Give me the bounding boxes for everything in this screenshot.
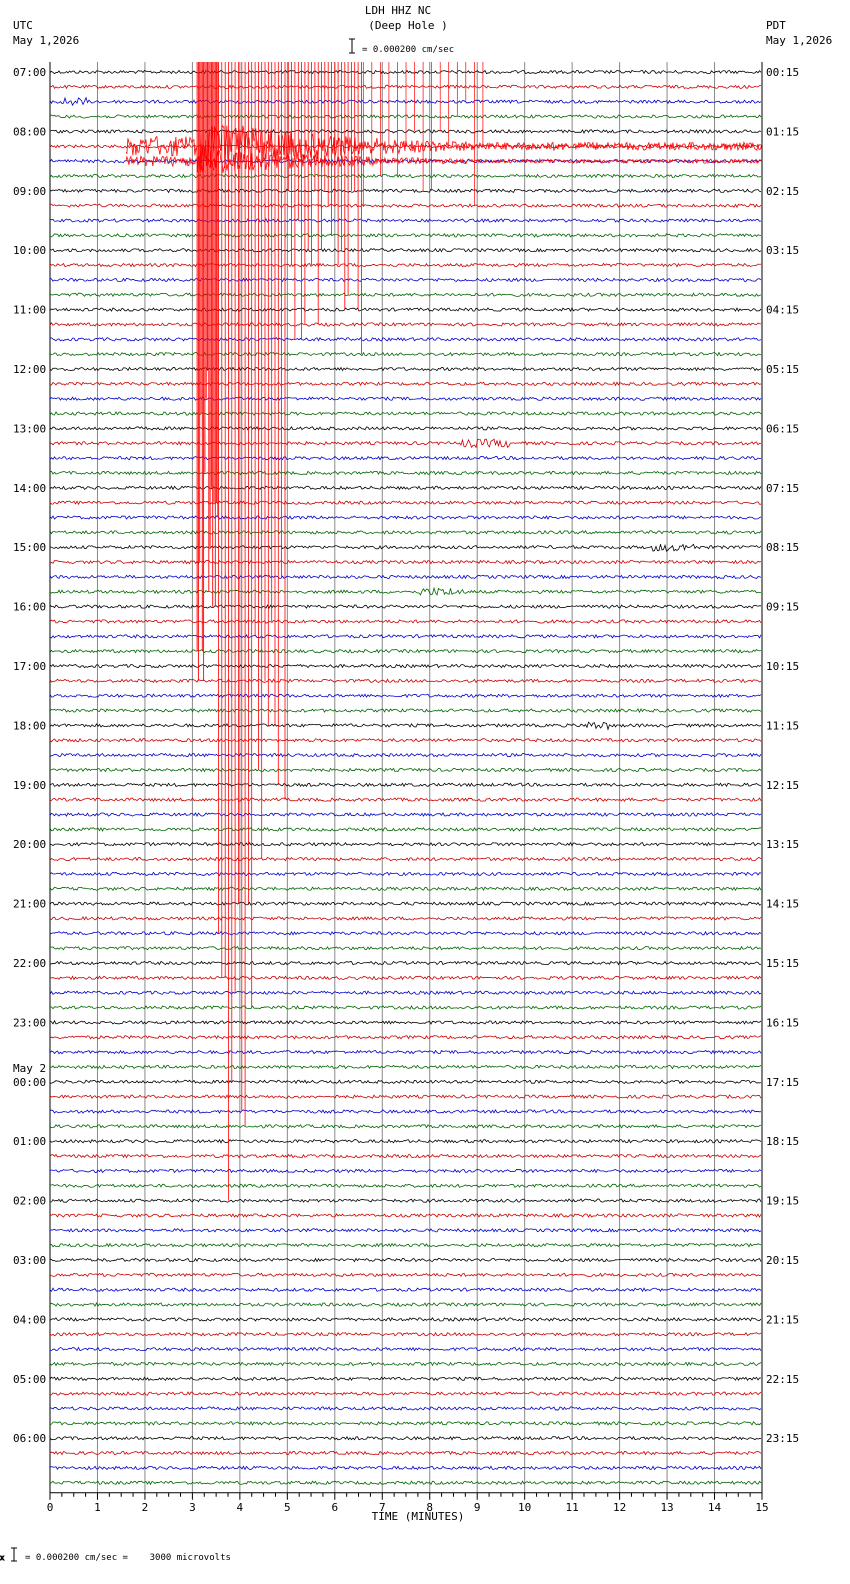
pdt-hour-label: 04:15 [766,303,800,317]
left-date: May 1,2026 [13,34,80,47]
seismic-trace [50,1244,761,1247]
seismic-trace [50,1348,761,1351]
seismic-trace [50,397,761,400]
seismic-trace [50,174,761,177]
pdt-hour-label: 08:15 [766,541,800,555]
seismic-trace [50,709,761,712]
seismic-trace [50,1110,761,1113]
seismic-trace [50,783,761,786]
seismic-trace [50,1288,761,1291]
seismic-trace [50,439,761,447]
seismic-trace [50,531,761,534]
x-tick-label: 1 [94,1500,101,1514]
x-tick-label: 11 [565,1500,579,1514]
pdt-hour-label: 01:15 [766,125,800,139]
seismic-trace [50,457,761,460]
pdt-hour-label: 00:15 [766,66,800,79]
seismic-trace [50,961,761,964]
utc-hour-label: 00:00 [13,1075,47,1089]
x-tick-label: 0 [46,1500,54,1514]
seismic-trace [50,932,761,935]
seismic-trace [50,1036,761,1039]
pdt-hour-label: 22:15 [766,1372,800,1386]
pdt-hour-label: 03:15 [766,244,800,258]
pdt-hour-label: 23:15 [766,1432,800,1446]
x-tick-label: 5 [284,1500,291,1514]
x-tick-label: 9 [473,1500,481,1514]
seismic-trace [50,1377,761,1380]
seismic-trace [50,234,761,237]
seismic-trace [50,872,761,875]
seismic-trace [50,813,761,816]
seismic-trace [50,1318,761,1321]
x-tick-label: 8 [426,1500,434,1514]
utc-hour-label: 04:00 [13,1313,47,1327]
seismic-trace [50,887,761,890]
seismic-trace [50,204,761,207]
x-tick-label: 2 [141,1500,149,1514]
seismic-trace [50,1065,761,1068]
pdt-hour-label: 06:15 [766,422,800,436]
utc-hour-label: 17:00 [13,660,47,673]
minute-grid [50,62,762,1493]
seismic-trace [50,1229,761,1232]
seismic-trace [50,293,761,296]
seismic-trace [50,130,761,133]
seismic-trace [50,560,761,563]
seismic-trace [50,575,761,578]
x-axis-label: TIME (MINUTES) [371,1510,465,1523]
seismic-trace [50,367,761,370]
location-title: (Deep Hole ) [368,19,448,32]
seismic-trace [50,1303,761,1306]
seismic-trace [50,679,761,682]
seismic-trace [50,486,761,489]
x-tick-label: 4 [236,1500,244,1514]
seismic-trace [50,1184,761,1187]
seismic-trace [50,768,761,771]
right-date: May 1,2026 [766,34,833,47]
seismic-trace [50,664,761,667]
seismic-trace [50,278,761,281]
pdt-hour-label: 20:15 [766,1254,800,1267]
seismic-trace [50,1362,761,1365]
utc-hour-label: 14:00 [13,481,47,495]
x-tick-label: 10 [518,1500,532,1514]
seismic-trace [50,1021,761,1024]
utc-hour-label: 01:00 [13,1135,47,1149]
pdt-hour-label: 10:15 [766,660,800,673]
seismic-trace [50,249,761,252]
x-tick-label: 6 [331,1500,339,1514]
x-tick-label: 15 [755,1500,769,1514]
seismic-trace [50,991,761,994]
seismic-trace [50,739,761,742]
seismic-trace [50,1481,761,1484]
seismic-trace [50,1214,761,1217]
seismic-trace [50,471,761,474]
seismic-trace [50,947,761,950]
pdt-hour-label: 18:15 [766,1135,800,1149]
pdt-hour-label: 19:15 [766,1194,800,1208]
seismic-trace [50,1333,761,1336]
utc-hour-label: 06:00 [13,1432,47,1446]
seismic-trace [50,353,761,356]
seismic-trace [50,620,761,623]
seismic-trace [50,338,761,341]
footer-scale-note: = 0.000200 cm/sec = 3000 microvolts [25,1553,231,1563]
seismic-trace [50,754,761,757]
utc-hour-label: 21:00 [13,897,47,911]
pdt-hour-label: 15:15 [766,957,800,970]
seismic-trace [50,1199,761,1202]
utc-hour-label: 08:00 [13,125,47,139]
seismic-trace [50,98,761,105]
seismic-trace [50,382,761,385]
footer-scale-icon [0,1548,17,1562]
seismic-trace [50,219,761,222]
x-tick-label: 3 [189,1500,196,1514]
right-timezone: PDT [766,19,786,32]
pdt-hour-label: 09:15 [766,600,800,614]
utc-hour-label: 20:00 [13,838,47,852]
utc-hour-label: 10:00 [13,244,47,258]
utc-hour-labels [13,66,46,1445]
pdt-hour-label: 02:15 [766,184,800,198]
seismic-trace [50,1258,761,1261]
seismic-trace [50,1273,761,1276]
utc-hour-label: 12:00 [13,363,47,376]
pdt-hour-label: 14:15 [766,897,800,911]
utc-hour-label: 03:00 [13,1254,47,1267]
pdt-hour-label: 07:15 [766,481,800,495]
utc-hour-label: 15:00 [13,541,47,555]
seismic-trace [50,650,761,653]
seismic-trace [50,263,761,266]
utc-hour-label: 07:00 [13,66,47,79]
utc-hour-label: 18:00 [13,719,47,733]
seismic-trace [50,115,761,118]
seismic-trace [50,635,761,638]
event-signal [126,62,762,1201]
seismic-trace [50,694,761,697]
seismic-trace [50,427,761,430]
x-tick-label: 14 [707,1500,722,1514]
event-coda [126,125,762,173]
utc-hour-label: 23:00 [13,1016,47,1030]
utc-hour-label: 11:00 [13,303,47,317]
utc-hour-label: 16:00 [13,600,47,614]
pdt-hour-label: 05:15 [766,363,800,376]
seismic-trace [50,516,761,519]
seismic-trace [50,1407,761,1410]
utc-hour-label: 05:00 [13,1372,47,1386]
pdt-hour-label: 12:15 [766,778,800,792]
seismic-trace [50,828,761,831]
utc-hour-label: 19:00 [13,778,47,792]
seismic-trace [50,189,761,192]
x-tick-label: 7 [378,1500,386,1514]
svg-text:x: x [0,1554,5,1562]
seismic-trace [50,85,761,88]
seismic-trace [50,1169,761,1172]
pdt-hour-label: 11:15 [766,719,800,733]
seismic-trace [50,323,761,326]
pdt-hour-label: 21:15 [766,1313,800,1327]
utc-hour-label: 22:00 [13,957,47,970]
seismic-trace [50,308,761,311]
trace-group [50,70,761,1484]
seismic-trace [50,1392,761,1395]
pdt-hour-label: 13:15 [766,838,800,852]
seismic-trace [50,1437,761,1440]
seismic-trace [50,501,761,504]
utc-hour-label: 13:00 [13,422,47,436]
seismic-trace [50,1051,761,1054]
scale-bar-icon [349,39,355,53]
seismic-trace [50,1466,761,1469]
seismic-trace [50,857,761,860]
utc-hour-label: 02:00 [13,1194,47,1208]
scale-text: = 0.000200 cm/sec [362,45,455,55]
seismic-trace [50,1080,761,1083]
seismic-trace [50,843,761,846]
pdt-hour-labels [766,66,799,1445]
seismic-trace [50,412,761,415]
pdt-hour-label: 16:15 [766,1016,800,1030]
seismic-trace [50,902,761,905]
seismic-trace [50,976,761,979]
seismic-trace [50,798,761,801]
seismic-trace [50,1095,761,1098]
seismic-trace [50,1451,761,1454]
pdt-hour-label: 17:15 [766,1075,800,1089]
utc-hour-label: 09:00 [13,184,47,198]
seismic-trace [50,1140,761,1143]
date-change-label: May 2 [13,1061,47,1075]
station-title: LDH HHZ NC [364,4,432,17]
seismic-trace [50,70,761,73]
seismic-trace [50,588,761,595]
seismic-trace [50,544,761,551]
seismic-trace [50,722,761,729]
left-timezone: UTC [13,19,33,32]
seismic-trace [50,1125,761,1128]
x-tick-label: 12 [612,1500,627,1514]
seismic-trace [50,1422,761,1425]
seismic-trace [50,1006,761,1009]
seismic-trace [50,1154,761,1157]
x-tick-label: 13 [660,1500,674,1514]
seismic-trace [50,917,761,920]
seismic-trace [50,605,761,608]
